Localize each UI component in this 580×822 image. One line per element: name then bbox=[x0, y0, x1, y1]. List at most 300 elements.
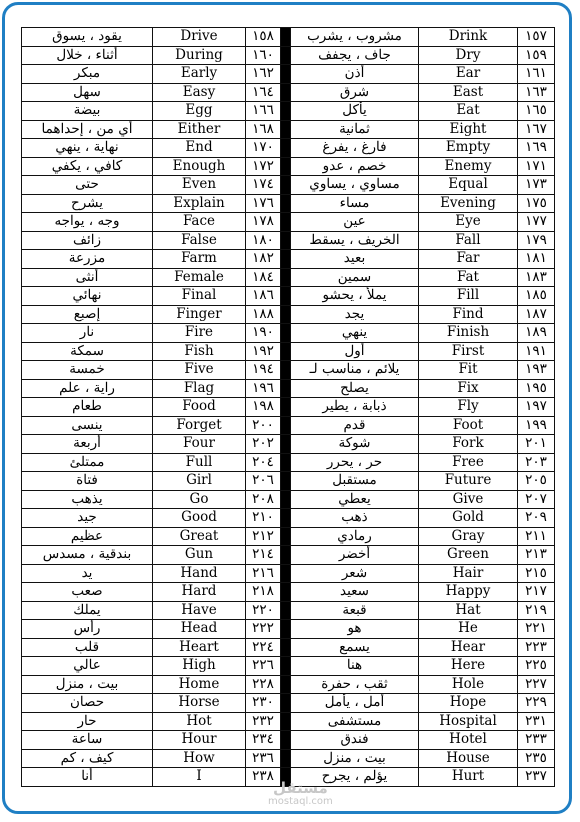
english-word-right: Hospital bbox=[419, 712, 518, 731]
table-row bbox=[22, 361, 555, 380]
english-word-right: Eight bbox=[419, 120, 518, 139]
arabic-meaning-left: أنثى bbox=[22, 268, 153, 287]
arabic-meaning-right: حر ، يحرر bbox=[291, 453, 419, 472]
english-word-right: Equal bbox=[419, 176, 518, 195]
column-divider bbox=[281, 324, 291, 343]
table-row bbox=[22, 250, 555, 269]
english-word-left: Female bbox=[153, 268, 246, 287]
word-number-left: ٢١٢ bbox=[246, 527, 281, 546]
arabic-meaning-left: قلب bbox=[22, 638, 153, 657]
word-number-right: ٢١٥ bbox=[518, 564, 555, 583]
arabic-meaning-left: كيف ، كم bbox=[22, 749, 153, 768]
arabic-meaning-right: بيت ، منزل bbox=[291, 749, 419, 768]
english-word-left: False bbox=[153, 231, 246, 250]
arabic-meaning-left: بندقية ، مسدس bbox=[22, 546, 153, 565]
word-number-right: ١٦١ bbox=[518, 65, 555, 84]
arabic-meaning-left: نهاية ، ينهي bbox=[22, 139, 153, 158]
arabic-meaning-left: حصان bbox=[22, 694, 153, 713]
english-word-left: Great bbox=[153, 527, 246, 546]
english-word-left: Five bbox=[153, 361, 246, 380]
column-divider bbox=[281, 139, 291, 158]
english-word-left: I bbox=[153, 768, 246, 787]
arabic-meaning-right: مشروب ، يشرب bbox=[291, 28, 419, 47]
english-word-right: Gray bbox=[419, 527, 518, 546]
word-number-left: ٢٣٨ bbox=[246, 768, 281, 787]
word-number-right: ١٥٩ bbox=[518, 46, 555, 65]
table-row bbox=[22, 157, 555, 176]
english-word-left: Four bbox=[153, 435, 246, 454]
english-word-left: Even bbox=[153, 176, 246, 195]
arabic-meaning-left: أنا bbox=[22, 768, 153, 787]
word-number-left: ٢١٨ bbox=[246, 583, 281, 602]
english-word-left: Home bbox=[153, 675, 246, 694]
english-word-right: Eye bbox=[419, 213, 518, 232]
word-number-left: ٢١٦ bbox=[246, 564, 281, 583]
column-divider bbox=[281, 453, 291, 472]
arabic-meaning-left: عالي bbox=[22, 657, 153, 676]
table-row bbox=[22, 749, 555, 768]
arabic-meaning-left: صعب bbox=[22, 583, 153, 602]
word-number-left: ٢٣٢ bbox=[246, 712, 281, 731]
word-number-right: ٢٣٧ bbox=[518, 768, 555, 787]
english-word-right: Give bbox=[419, 490, 518, 509]
column-divider bbox=[281, 749, 291, 768]
column-divider bbox=[281, 490, 291, 509]
column-divider bbox=[281, 120, 291, 139]
word-number-right: ٢٣٣ bbox=[518, 731, 555, 750]
word-number-left: ١٨٠ bbox=[246, 231, 281, 250]
arabic-meaning-left: أي من ، إحداهما bbox=[22, 120, 153, 139]
column-divider bbox=[281, 46, 291, 65]
english-word-right: Foot bbox=[419, 416, 518, 435]
arabic-meaning-right: يسمع bbox=[291, 638, 419, 657]
word-number-left: ٢٠٢ bbox=[246, 435, 281, 454]
arabic-meaning-right: مساء bbox=[291, 194, 419, 213]
arabic-meaning-left: بيت ، منزل bbox=[22, 675, 153, 694]
word-number-right: ٢٢١ bbox=[518, 620, 555, 639]
english-word-left: Food bbox=[153, 398, 246, 417]
arabic-meaning-right: خصم ، عدو bbox=[291, 157, 419, 176]
english-word-right: Ear bbox=[419, 65, 518, 84]
arabic-meaning-right: قدم bbox=[291, 416, 419, 435]
table-row bbox=[22, 194, 555, 213]
word-number-right: ١٧٣ bbox=[518, 176, 555, 195]
arabic-meaning-right: يعطي bbox=[291, 490, 419, 509]
word-number-left: ٢٢٤ bbox=[246, 638, 281, 657]
arabic-meaning-left: فتاة bbox=[22, 472, 153, 491]
word-number-left: ١٩٤ bbox=[246, 361, 281, 380]
column-divider bbox=[281, 620, 291, 639]
arabic-meaning-right: يؤلم ، يجرح bbox=[291, 768, 419, 787]
english-word-left: Easy bbox=[153, 83, 246, 102]
table-row bbox=[22, 620, 555, 639]
column-divider bbox=[281, 361, 291, 380]
english-word-right: House bbox=[419, 749, 518, 768]
english-word-right: Eat bbox=[419, 102, 518, 121]
english-word-left: Hot bbox=[153, 712, 246, 731]
english-word-left: End bbox=[153, 139, 246, 158]
column-divider bbox=[281, 176, 291, 195]
arabic-meaning-right: أذن bbox=[291, 65, 419, 84]
arabic-meaning-left: أربعة bbox=[22, 435, 153, 454]
table-row bbox=[22, 342, 555, 361]
arabic-meaning-right: بعيد bbox=[291, 250, 419, 269]
english-word-right: Drink bbox=[419, 28, 518, 47]
arabic-meaning-left: عظيم bbox=[22, 527, 153, 546]
vocabulary-table bbox=[21, 27, 555, 787]
word-number-right: ١٦٥ bbox=[518, 102, 555, 121]
english-word-right: First bbox=[419, 342, 518, 361]
english-word-left: Farm bbox=[153, 250, 246, 269]
arabic-meaning-right: يجد bbox=[291, 305, 419, 324]
arabic-meaning-left: يشرح bbox=[22, 194, 153, 213]
arabic-meaning-right: سمين bbox=[291, 268, 419, 287]
arabic-meaning-left: يد bbox=[22, 564, 153, 583]
arabic-meaning-right: ذهب bbox=[291, 509, 419, 528]
word-number-left: ١٧٤ bbox=[246, 176, 281, 195]
column-divider bbox=[281, 416, 291, 435]
word-number-left: ٢٢٢ bbox=[246, 620, 281, 639]
column-divider bbox=[281, 527, 291, 546]
word-number-right: ١٧٥ bbox=[518, 194, 555, 213]
english-word-right: Fill bbox=[419, 287, 518, 306]
word-number-right: ١٨١ bbox=[518, 250, 555, 269]
word-number-right: ٢٢٥ bbox=[518, 657, 555, 676]
arabic-meaning-left: كافي ، يكفي bbox=[22, 157, 153, 176]
english-word-left: Egg bbox=[153, 102, 246, 121]
table-row bbox=[22, 453, 555, 472]
column-divider bbox=[281, 213, 291, 232]
table-row bbox=[22, 139, 555, 158]
arabic-meaning-right: سعيد bbox=[291, 583, 419, 602]
arabic-meaning-left: ينسى bbox=[22, 416, 153, 435]
word-number-left: ١٧٢ bbox=[246, 157, 281, 176]
english-word-left: Heart bbox=[153, 638, 246, 657]
arabic-meaning-left: يملك bbox=[22, 601, 153, 620]
english-word-right: Hair bbox=[419, 564, 518, 583]
table-row bbox=[22, 398, 555, 417]
english-word-right: Hear bbox=[419, 638, 518, 657]
word-number-left: ١٩٢ bbox=[246, 342, 281, 361]
english-word-right: Hope bbox=[419, 694, 518, 713]
arabic-meaning-left: نار bbox=[22, 324, 153, 343]
arabic-meaning-left: سهل bbox=[22, 83, 153, 102]
english-word-left: Hand bbox=[153, 564, 246, 583]
table-row bbox=[22, 65, 555, 84]
word-number-right: ١٩١ bbox=[518, 342, 555, 361]
english-word-left: Flag bbox=[153, 379, 246, 398]
arabic-meaning-left: راية ، علم bbox=[22, 379, 153, 398]
column-divider bbox=[281, 675, 291, 694]
word-number-left: ١٩٦ bbox=[246, 379, 281, 398]
english-word-right: Hotel bbox=[419, 731, 518, 750]
column-divider bbox=[281, 435, 291, 454]
arabic-meaning-left: نهائي bbox=[22, 287, 153, 306]
word-number-left: ١٧٠ bbox=[246, 139, 281, 158]
word-number-right: ١٧٧ bbox=[518, 213, 555, 232]
table-row bbox=[22, 472, 555, 491]
english-word-right: Enemy bbox=[419, 157, 518, 176]
word-number-left: ١٨٦ bbox=[246, 287, 281, 306]
arabic-meaning-right: مستشفى bbox=[291, 712, 419, 731]
table-row bbox=[22, 731, 555, 750]
table-row bbox=[22, 564, 555, 583]
table-row bbox=[22, 694, 555, 713]
arabic-meaning-right: مستقبل bbox=[291, 472, 419, 491]
arabic-meaning-right: جاف ، يجفف bbox=[291, 46, 419, 65]
english-word-left: Fire bbox=[153, 324, 246, 343]
word-number-right: ٢٠٧ bbox=[518, 490, 555, 509]
word-number-left: ١٧٨ bbox=[246, 213, 281, 232]
arabic-meaning-left: ساعة bbox=[22, 731, 153, 750]
arabic-meaning-left: إصبع bbox=[22, 305, 153, 324]
word-number-right: ١٩٥ bbox=[518, 379, 555, 398]
word-number-right: ١٩٩ bbox=[518, 416, 555, 435]
table-row bbox=[22, 416, 555, 435]
word-number-right: ٢٠٩ bbox=[518, 509, 555, 528]
watermark-arabic: مستقل bbox=[272, 779, 328, 797]
table-row bbox=[22, 46, 555, 65]
word-number-left: ١٦٠ bbox=[246, 46, 281, 65]
word-number-right: ٢٠٥ bbox=[518, 472, 555, 491]
word-number-right: ١٦٩ bbox=[518, 139, 555, 158]
english-word-left: Horse bbox=[153, 694, 246, 713]
english-word-right: Finish bbox=[419, 324, 518, 343]
english-word-left: Girl bbox=[153, 472, 246, 491]
column-divider bbox=[281, 305, 291, 324]
word-number-right: ١٧٩ bbox=[518, 231, 555, 250]
english-word-right: Far bbox=[419, 250, 518, 269]
arabic-meaning-right: ثمانية bbox=[291, 120, 419, 139]
word-number-right: ١٥٧ bbox=[518, 28, 555, 47]
english-word-right: Happy bbox=[419, 583, 518, 602]
word-number-left: ١٨٤ bbox=[246, 268, 281, 287]
english-word-right: Find bbox=[419, 305, 518, 324]
word-number-left: ١٦٤ bbox=[246, 83, 281, 102]
english-word-left: Full bbox=[153, 453, 246, 472]
column-divider bbox=[281, 657, 291, 676]
arabic-meaning-left: بيضة bbox=[22, 102, 153, 121]
table-row bbox=[22, 305, 555, 324]
word-number-left: ١٥٨ bbox=[246, 28, 281, 47]
table-row bbox=[22, 638, 555, 657]
arabic-meaning-right: أول bbox=[291, 342, 419, 361]
word-number-left: ١٦٢ bbox=[246, 65, 281, 84]
english-word-right: Free bbox=[419, 453, 518, 472]
word-number-left: ٢٣٤ bbox=[246, 731, 281, 750]
word-number-left: ٢٠٨ bbox=[246, 490, 281, 509]
word-number-right: ١٨٥ bbox=[518, 287, 555, 306]
arabic-meaning-right: الخريف ، يسقط bbox=[291, 231, 419, 250]
watermark bbox=[268, 780, 333, 807]
word-number-left: ٢٢٦ bbox=[246, 657, 281, 676]
arabic-meaning-right: أمل ، يأمل bbox=[291, 694, 419, 713]
word-number-left: ٢٠٠ bbox=[246, 416, 281, 435]
word-number-right: ١٩٧ bbox=[518, 398, 555, 417]
english-word-right: Fall bbox=[419, 231, 518, 250]
word-number-left: ١٦٨ bbox=[246, 120, 281, 139]
arabic-meaning-right: فندق bbox=[291, 731, 419, 750]
table-row bbox=[22, 509, 555, 528]
arabic-meaning-right: شوكة bbox=[291, 435, 419, 454]
word-number-left: ٢١٤ bbox=[246, 546, 281, 565]
table-row bbox=[22, 527, 555, 546]
arabic-meaning-right: ذبابة ، يطير bbox=[291, 398, 419, 417]
word-number-right: ٢٠١ bbox=[518, 435, 555, 454]
arabic-meaning-right: يملأ ، يحشو bbox=[291, 287, 419, 306]
column-divider bbox=[281, 731, 291, 750]
table-row bbox=[22, 601, 555, 620]
column-divider bbox=[281, 712, 291, 731]
english-word-right: Hurt bbox=[419, 768, 518, 787]
english-word-left: Hard bbox=[153, 583, 246, 602]
arabic-meaning-left: أثناء ، خلال bbox=[22, 46, 153, 65]
column-divider bbox=[281, 509, 291, 528]
column-divider bbox=[281, 287, 291, 306]
table-row bbox=[22, 287, 555, 306]
arabic-meaning-left: ممتلئ bbox=[22, 453, 153, 472]
column-divider bbox=[281, 157, 291, 176]
arabic-meaning-left: حتى bbox=[22, 176, 153, 195]
english-word-left: Either bbox=[153, 120, 246, 139]
word-number-right: ٢٢٣ bbox=[518, 638, 555, 657]
english-word-right: Future bbox=[419, 472, 518, 491]
arabic-meaning-left: خمسة bbox=[22, 361, 153, 380]
table-row bbox=[22, 268, 555, 287]
word-number-right: ٢١٧ bbox=[518, 583, 555, 602]
english-word-right: East bbox=[419, 83, 518, 102]
word-number-right: ٢٢٩ bbox=[518, 694, 555, 713]
word-number-left: ١٨٨ bbox=[246, 305, 281, 324]
table-row bbox=[22, 490, 555, 509]
arabic-meaning-left: حار bbox=[22, 712, 153, 731]
word-number-right: ٢٠٣ bbox=[518, 453, 555, 472]
arabic-meaning-left: جيد bbox=[22, 509, 153, 528]
english-word-left: Finger bbox=[153, 305, 246, 324]
word-number-left: ٢٣٦ bbox=[246, 749, 281, 768]
word-number-left: ٢٢٨ bbox=[246, 675, 281, 694]
word-number-right: ١٦٧ bbox=[518, 120, 555, 139]
column-divider bbox=[281, 268, 291, 287]
arabic-meaning-right: رمادي bbox=[291, 527, 419, 546]
arabic-meaning-right: شعر bbox=[291, 564, 419, 583]
english-word-left: Hour bbox=[153, 731, 246, 750]
arabic-meaning-right: ثقب ، حفرة bbox=[291, 675, 419, 694]
arabic-meaning-right: يأكل bbox=[291, 102, 419, 121]
english-word-left: Good bbox=[153, 509, 246, 528]
arabic-meaning-right: شرق bbox=[291, 83, 419, 102]
column-divider bbox=[281, 694, 291, 713]
arabic-meaning-left: وجه ، يواجه bbox=[22, 213, 153, 232]
column-divider bbox=[281, 342, 291, 361]
word-number-left: ٢٢٠ bbox=[246, 601, 281, 620]
word-number-right: ٢٣١ bbox=[518, 712, 555, 731]
table-row bbox=[22, 583, 555, 602]
column-divider bbox=[281, 231, 291, 250]
table-row bbox=[22, 379, 555, 398]
english-word-left: How bbox=[153, 749, 246, 768]
arabic-meaning-left: مبكر bbox=[22, 65, 153, 84]
english-word-right: Fly bbox=[419, 398, 518, 417]
column-divider bbox=[281, 83, 291, 102]
table-row bbox=[22, 324, 555, 343]
word-number-right: ٢٢٧ bbox=[518, 675, 555, 694]
word-number-left: ١٩٠ bbox=[246, 324, 281, 343]
word-number-left: ٢٣٠ bbox=[246, 694, 281, 713]
table-row bbox=[22, 712, 555, 731]
column-divider bbox=[281, 398, 291, 417]
word-number-left: ١٦٦ bbox=[246, 102, 281, 121]
english-word-left: Explain bbox=[153, 194, 246, 213]
column-divider bbox=[281, 65, 291, 84]
table-row bbox=[22, 546, 555, 565]
english-word-right: Fork bbox=[419, 435, 518, 454]
arabic-meaning-left: سمكة bbox=[22, 342, 153, 361]
arabic-meaning-right: فارغ ، يفرغ bbox=[291, 139, 419, 158]
english-word-right: Dry bbox=[419, 46, 518, 65]
english-word-right: Evening bbox=[419, 194, 518, 213]
english-word-left: Enough bbox=[153, 157, 246, 176]
arabic-meaning-left: مزرعة bbox=[22, 250, 153, 269]
arabic-meaning-right: أخضر bbox=[291, 546, 419, 565]
column-divider bbox=[281, 601, 291, 620]
column-divider bbox=[281, 638, 291, 657]
word-number-right: ١٩٣ bbox=[518, 361, 555, 380]
english-word-right: Hat bbox=[419, 601, 518, 620]
column-divider bbox=[281, 250, 291, 269]
english-word-right: Hole bbox=[419, 675, 518, 694]
vocabulary-table-body bbox=[22, 28, 555, 787]
word-number-right: ١٦٣ bbox=[518, 83, 555, 102]
arabic-meaning-right: هو bbox=[291, 620, 419, 639]
english-word-right: Gold bbox=[419, 509, 518, 528]
watermark-latin: mostaql.com bbox=[268, 796, 333, 807]
table-row bbox=[22, 435, 555, 454]
english-word-left: Have bbox=[153, 601, 246, 620]
column-divider bbox=[281, 546, 291, 565]
arabic-meaning-right: يصلح bbox=[291, 379, 419, 398]
english-word-right: Here bbox=[419, 657, 518, 676]
table-row bbox=[22, 657, 555, 676]
table-row bbox=[22, 213, 555, 232]
english-word-left: Gun bbox=[153, 546, 246, 565]
word-number-left: ١٧٦ bbox=[246, 194, 281, 213]
arabic-meaning-right: هنا bbox=[291, 657, 419, 676]
word-number-left: ١٩٨ bbox=[246, 398, 281, 417]
english-word-right: Fit bbox=[419, 361, 518, 380]
word-number-right: ٢١٩ bbox=[518, 601, 555, 620]
column-divider bbox=[281, 194, 291, 213]
english-word-right: He bbox=[419, 620, 518, 639]
arabic-meaning-left: يقود ، يسوق bbox=[22, 28, 153, 47]
column-divider bbox=[281, 28, 291, 47]
arabic-meaning-right: ينهي bbox=[291, 324, 419, 343]
table-row bbox=[22, 102, 555, 121]
table-row bbox=[22, 83, 555, 102]
arabic-meaning-right: مساوي ، يساوي bbox=[291, 176, 419, 195]
table-row bbox=[22, 675, 555, 694]
word-number-right: ١٨٩ bbox=[518, 324, 555, 343]
column-divider bbox=[281, 379, 291, 398]
word-number-right: ١٨٧ bbox=[518, 305, 555, 324]
arabic-meaning-right: قبعة bbox=[291, 601, 419, 620]
english-word-right: Fix bbox=[419, 379, 518, 398]
english-word-left: Face bbox=[153, 213, 246, 232]
english-word-left: Forget bbox=[153, 416, 246, 435]
arabic-meaning-right: عين bbox=[291, 213, 419, 232]
table-row bbox=[22, 28, 555, 47]
table-row bbox=[22, 176, 555, 195]
